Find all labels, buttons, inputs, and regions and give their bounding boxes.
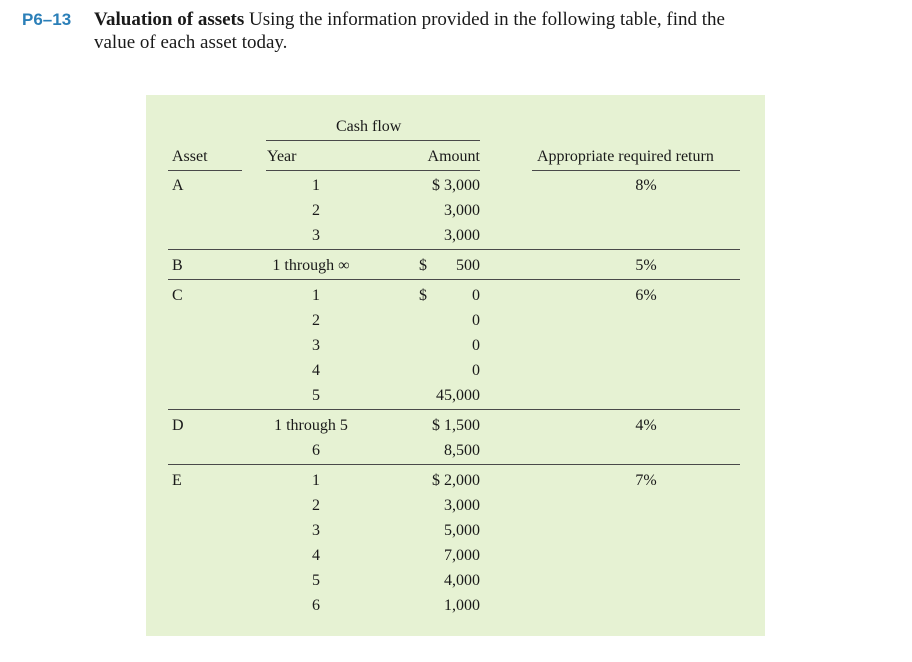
row-divider: [168, 279, 740, 280]
header-rule-cashflow: [266, 170, 480, 171]
problem-line-1: [94, 8, 725, 31]
required-return: 5%: [635, 257, 657, 274]
asset-label: D: [172, 417, 184, 434]
required-return: 7%: [635, 472, 657, 489]
year-cell: 4: [312, 362, 320, 379]
asset-label: A: [172, 177, 184, 194]
amount-cell: 0: [472, 287, 480, 304]
problem-text-1: Using the information provided in the following table, find the: [249, 9, 725, 30]
problem-title: Valuation of assets: [94, 9, 245, 30]
year-cell: 1 through 5: [274, 417, 348, 434]
year-cell: 3: [312, 337, 320, 354]
row-divider: [168, 249, 740, 250]
header-year: Year: [267, 148, 297, 165]
year-cell: 5: [312, 387, 320, 404]
header-rule-return: [532, 170, 740, 171]
year-cell: 3: [312, 227, 320, 244]
year-cell: 2: [312, 497, 320, 514]
row-divider: [168, 464, 740, 465]
asset-label: B: [172, 257, 183, 274]
year-cell: 2: [312, 312, 320, 329]
amount-cell: 3,000: [444, 202, 480, 219]
year-cell: 1: [312, 287, 320, 304]
header-rule-asset: [168, 170, 242, 171]
year-cell: 4: [312, 547, 320, 564]
amount-cell: 45,000: [436, 387, 480, 404]
dollar-sign: $: [419, 257, 427, 274]
amount-cell: 3,000: [444, 227, 480, 244]
row-divider: [168, 409, 740, 410]
amount-cell: 1,000: [444, 597, 480, 614]
year-cell: 6: [312, 597, 320, 614]
header-return: Appropriate required return: [537, 148, 714, 165]
amount-cell: $ 3,000: [432, 177, 480, 194]
year-cell: 6: [312, 442, 320, 459]
amount-cell: 7,000: [444, 547, 480, 564]
year-cell: 3: [312, 522, 320, 539]
cash-flow-group-header: Cash flow: [336, 118, 402, 135]
amount-cell: 0: [472, 312, 480, 329]
required-return: 4%: [635, 417, 657, 434]
required-return: 6%: [635, 287, 657, 304]
year-cell: 5: [312, 572, 320, 589]
amount-cell: 3,000: [444, 497, 480, 514]
amount-cell: 4,000: [444, 572, 480, 589]
year-cell: 1 through ∞: [272, 257, 350, 274]
required-return: 8%: [635, 177, 657, 194]
header-asset: Asset: [172, 148, 208, 165]
problem-number: P6–13: [22, 10, 72, 29]
amount-cell: 500: [456, 257, 480, 274]
year-cell: 1: [312, 177, 320, 194]
asset-label: C: [172, 287, 183, 304]
amount-cell: 0: [472, 362, 480, 379]
header-amount: Amount: [427, 148, 480, 165]
cash-flow-rule: [266, 140, 480, 141]
asset-label: E: [172, 472, 182, 489]
dollar-sign: $: [419, 287, 427, 304]
asset-table: [146, 95, 765, 636]
year-cell: 2: [312, 202, 320, 219]
amount-cell: 0: [472, 337, 480, 354]
amount-cell: 8,500: [444, 442, 480, 459]
problem-line-2: value of each asset today.: [94, 32, 288, 53]
amount-cell: $ 2,000: [432, 472, 480, 489]
year-cell: 1: [312, 472, 320, 489]
amount-cell: 5,000: [444, 522, 480, 539]
amount-cell: $ 1,500: [432, 417, 480, 434]
